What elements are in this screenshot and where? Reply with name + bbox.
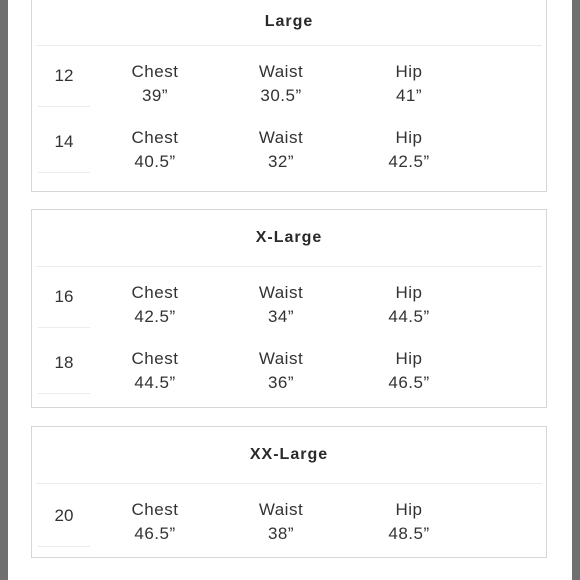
waist-label: Waist (258, 128, 304, 147)
waist-measurement (226, 498, 336, 546)
size-row (32, 112, 546, 178)
size-group-title: XX-Large (36, 427, 542, 484)
frame-left-border (0, 0, 8, 580)
size-group-xx-large (31, 426, 547, 558)
chest-label: Chest (131, 62, 179, 81)
waist-label: Waist (258, 283, 304, 302)
waist-measurement (226, 347, 336, 395)
hip-measurement (354, 126, 464, 174)
hip-label: Hip (395, 128, 423, 147)
chest-label: Chest (131, 349, 179, 368)
chest-value: 39” (141, 86, 169, 105)
waist-value: 32” (267, 152, 295, 171)
hip-value: 46.5” (388, 373, 430, 392)
waist-value: 30.5” (260, 86, 302, 105)
size-group-title: Large (36, 0, 542, 46)
chest-measurement (100, 498, 210, 546)
size-row (32, 484, 546, 550)
size-row (32, 46, 546, 112)
hip-measurement (354, 347, 464, 395)
waist-label: Waist (258, 500, 304, 519)
chest-label: Chest (131, 128, 179, 147)
size-group-title: X-Large (36, 210, 542, 267)
hip-measurement (354, 498, 464, 546)
hip-value: 48.5” (388, 524, 430, 543)
size-number: 18 (38, 333, 90, 394)
waist-value: 36” (267, 373, 295, 392)
size-group-x-large (31, 209, 547, 408)
chest-measurement (100, 60, 210, 108)
hip-value: 42.5” (388, 152, 430, 171)
size-number: 14 (38, 112, 90, 173)
chest-value: 44.5” (134, 373, 176, 392)
hip-measurement (354, 281, 464, 329)
chest-measurement (100, 347, 210, 395)
size-number: 16 (38, 267, 90, 328)
chest-value: 40.5” (134, 152, 176, 171)
chest-label: Chest (131, 500, 179, 519)
hip-label: Hip (395, 349, 423, 368)
waist-measurement (226, 60, 336, 108)
waist-measurement (226, 126, 336, 174)
waist-value: 34” (267, 307, 295, 326)
hip-label: Hip (395, 500, 423, 519)
chest-label: Chest (131, 283, 179, 302)
waist-value: 38” (267, 524, 295, 543)
chest-value: 42.5” (134, 307, 176, 326)
chest-value: 46.5” (134, 524, 176, 543)
frame-right-border (572, 0, 580, 580)
hip-label: Hip (395, 62, 423, 81)
size-group-large (31, 0, 547, 192)
hip-measurement (354, 60, 464, 108)
size-number: 12 (38, 46, 90, 107)
hip-value: 44.5” (388, 307, 430, 326)
size-row (32, 333, 546, 399)
size-number: 20 (38, 486, 90, 547)
chest-measurement (100, 126, 210, 174)
waist-label: Waist (258, 62, 304, 81)
size-row (32, 267, 546, 333)
waist-measurement (226, 281, 336, 329)
hip-label: Hip (395, 283, 423, 302)
hip-value: 41” (395, 86, 423, 105)
waist-label: Waist (258, 349, 304, 368)
chest-measurement (100, 281, 210, 329)
